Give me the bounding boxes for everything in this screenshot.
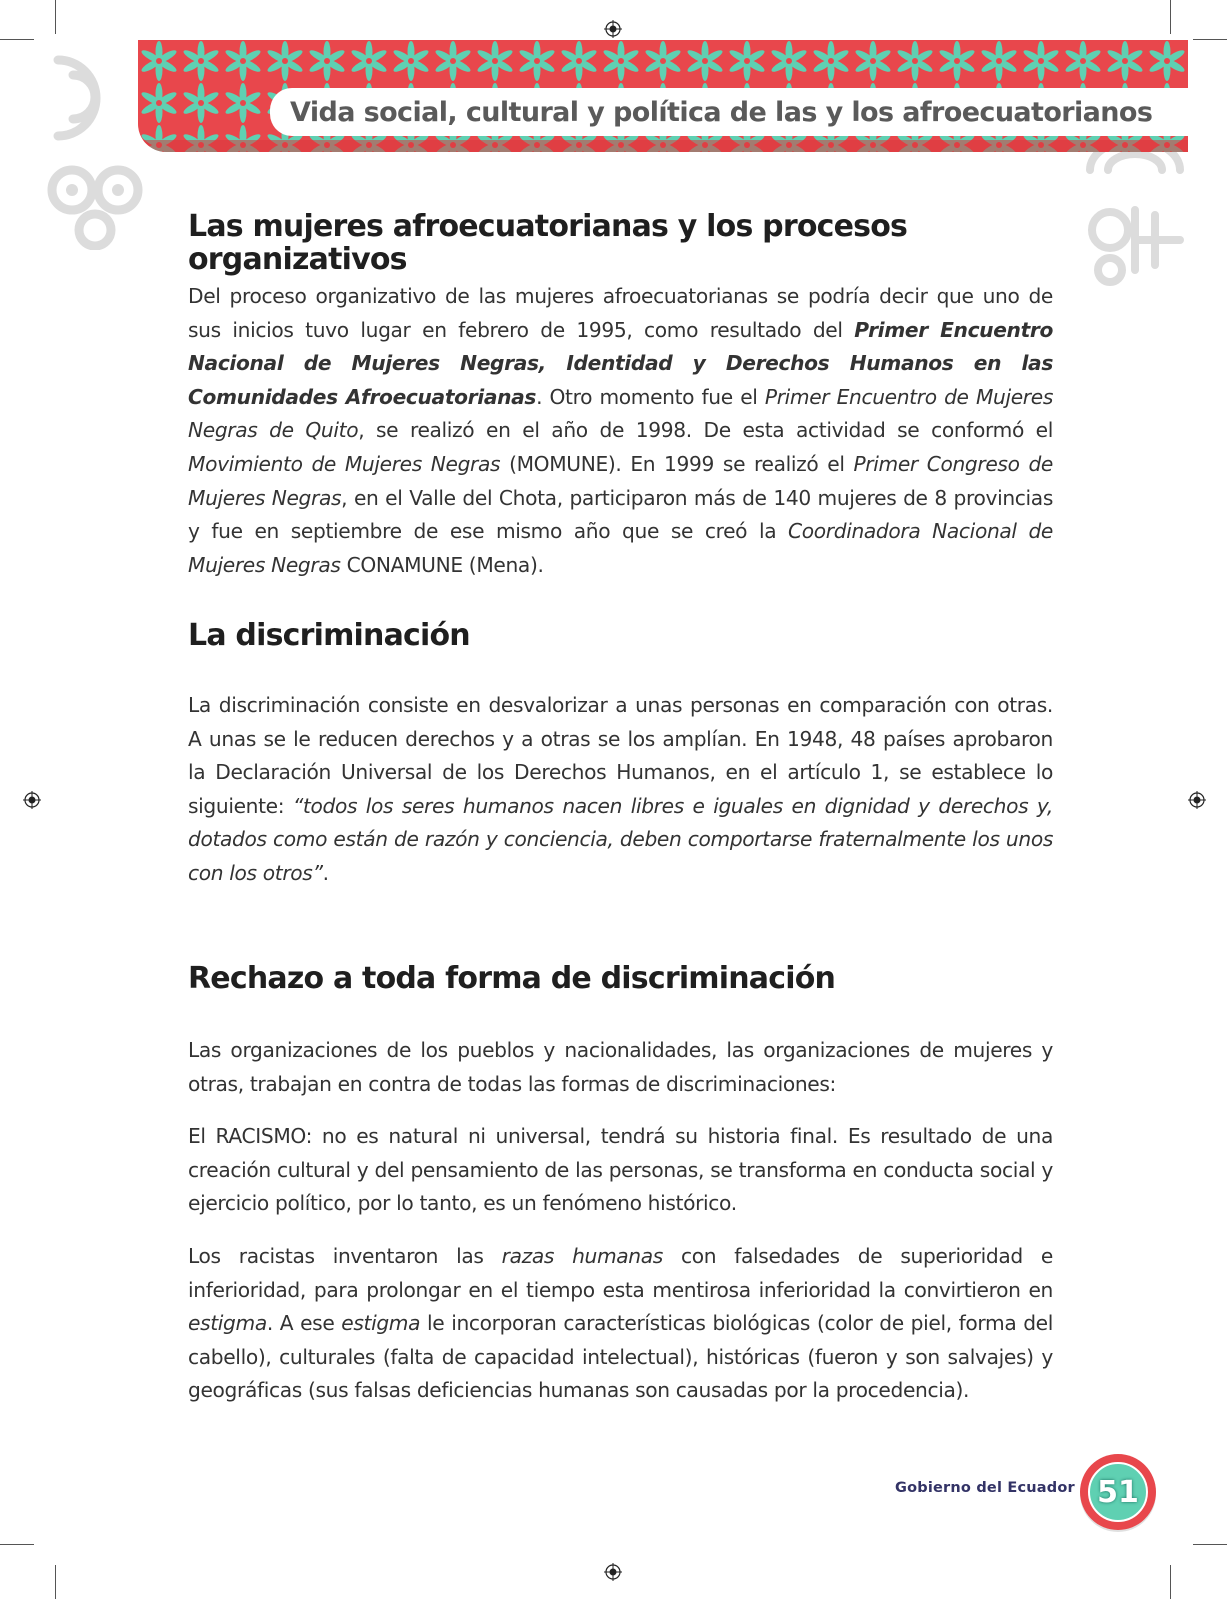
text-run: Del proceso organizativo de las mujeres afroecuatorianas se podría decir que uno de sus inicios tuvo lugar en febrero de 1995, como resultado del: [188, 284, 1053, 342]
text-run: La discriminación consiste en desvalorizar a unas personas en comparación con otras. A unas se le reducen derechos y a otras se los amplían. En 1948, 48 países aprobaron la Declaración Universal de los Derechos Humanos, en el artículo 1, se establece lo siguiente:: [188, 693, 1053, 818]
crop-mark: [0, 39, 34, 40]
text-run: .: [322, 860, 329, 885]
text-run: con falsedades de superioridad e inferioridad, para prolongar en el tiempo esta mentirosa inferioridad la convirtieron en: [188, 1244, 1053, 1302]
italic-text: Primer Encuentro de Mujeres Negras de Quito: [188, 384, 1053, 443]
adinkra-decoration-icon: [1080, 130, 1190, 290]
registration-mark-icon: [604, 1563, 622, 1581]
text-run: . A ese: [266, 1311, 342, 1336]
italic-text: “todos los seres humanos nacen libres e iguales en dignidad y derechos y, dotados como están de razón y conciencia, deben comportarse fraternalmente los unos con los otros”: [188, 793, 1053, 885]
registration-mark-icon: [1188, 791, 1206, 809]
text-run: le incorporan características biológicas (color de piel, forma del cabello), culturales (falta de capacidad intelectual), históricas (fueron y son salvajes) y geográficas (sus falsas deficiencias humanas son causadas por la procedencia).: [188, 1311, 1053, 1403]
text-run: , se realizó en el año de 1998. De esta actividad se conformó el: [358, 418, 1053, 443]
text-run: Los racistas inventaron las: [188, 1244, 502, 1268]
paragraph: [188, 1240, 1053, 1408]
section-heading: Las mujeres afroecuatorianas y los procesos organizativos: [188, 209, 908, 277]
paragraph: [188, 689, 1053, 891]
text-run: (MOMUNE). En 1999 se realizó el: [500, 451, 854, 476]
text-run: , en el Valle del Chota, participaron más de 140 mujeres de 8 provincias y fue en septiembre de ese mismo año que se creó la: [188, 485, 1053, 544]
text-run: CONAMUNE (Mena).: [340, 552, 544, 577]
page-number: 51: [1097, 1474, 1139, 1510]
section-rejection-discrimination: [188, 962, 1053, 995]
italic-text: razas humanas: [501, 1244, 663, 1268]
paragraph: [188, 280, 1053, 582]
section-heading: Rechazo a toda forma de discriminación: [188, 961, 836, 996]
crop-mark: [55, 1565, 56, 1599]
publisher-label: Gobierno del Ecuador: [895, 1480, 1075, 1496]
text-run: El RACISMO: no es natural ni universal, tendrá su historia final. Es resultado de una creación cultural y del pensamiento de las personas, se transforma en conducta social y ejercicio político, por lo tanto, es un fenómeno histórico.: [188, 1124, 1053, 1216]
registration-mark-icon: [604, 20, 622, 38]
italic-text: Movimiento de Mujeres Negras: [188, 451, 501, 476]
adinkra-decoration-icon: [38, 40, 148, 250]
italic-text: estigma: [188, 1311, 267, 1336]
italic-text: estigma: [341, 1311, 421, 1336]
crop-mark: [1193, 39, 1227, 40]
crop-mark: [0, 1544, 34, 1545]
bold-italic-text: Primer Encuentro Nacional de Mujeres Negras, Identidad y Derechos Humanos en las Comunidades Afroecuatorianas: [188, 317, 1053, 409]
text-run: . Otro momento fue el: [536, 384, 765, 409]
italic-text: Primer Congreso de Mujeres Negras: [188, 451, 1053, 510]
text-run: Las organizaciones de los pueblos y nacionalidades, las organizaciones de mujeres y otras, trabajan en contra de todas las formas de discriminaciones:: [188, 1038, 1053, 1096]
crop-mark: [1193, 1544, 1227, 1545]
crop-mark: [55, 0, 56, 34]
header-title: Vida social, cultural y política de las y los afroecuatorianos: [290, 96, 1153, 128]
header-title-bar: [270, 88, 1190, 136]
crop-mark: [1170, 0, 1171, 34]
crop-mark: [1170, 1565, 1171, 1599]
section-discrimination: [188, 619, 1053, 652]
paragraph: [188, 1120, 1053, 1221]
section-organizational-processes: [188, 210, 1053, 276]
section-heading: La discriminación: [188, 618, 470, 653]
registration-mark-icon: [23, 791, 41, 809]
italic-text: Coordinadora Nacional de Mujeres Negras: [188, 519, 1053, 577]
paragraph: [188, 1034, 1053, 1101]
